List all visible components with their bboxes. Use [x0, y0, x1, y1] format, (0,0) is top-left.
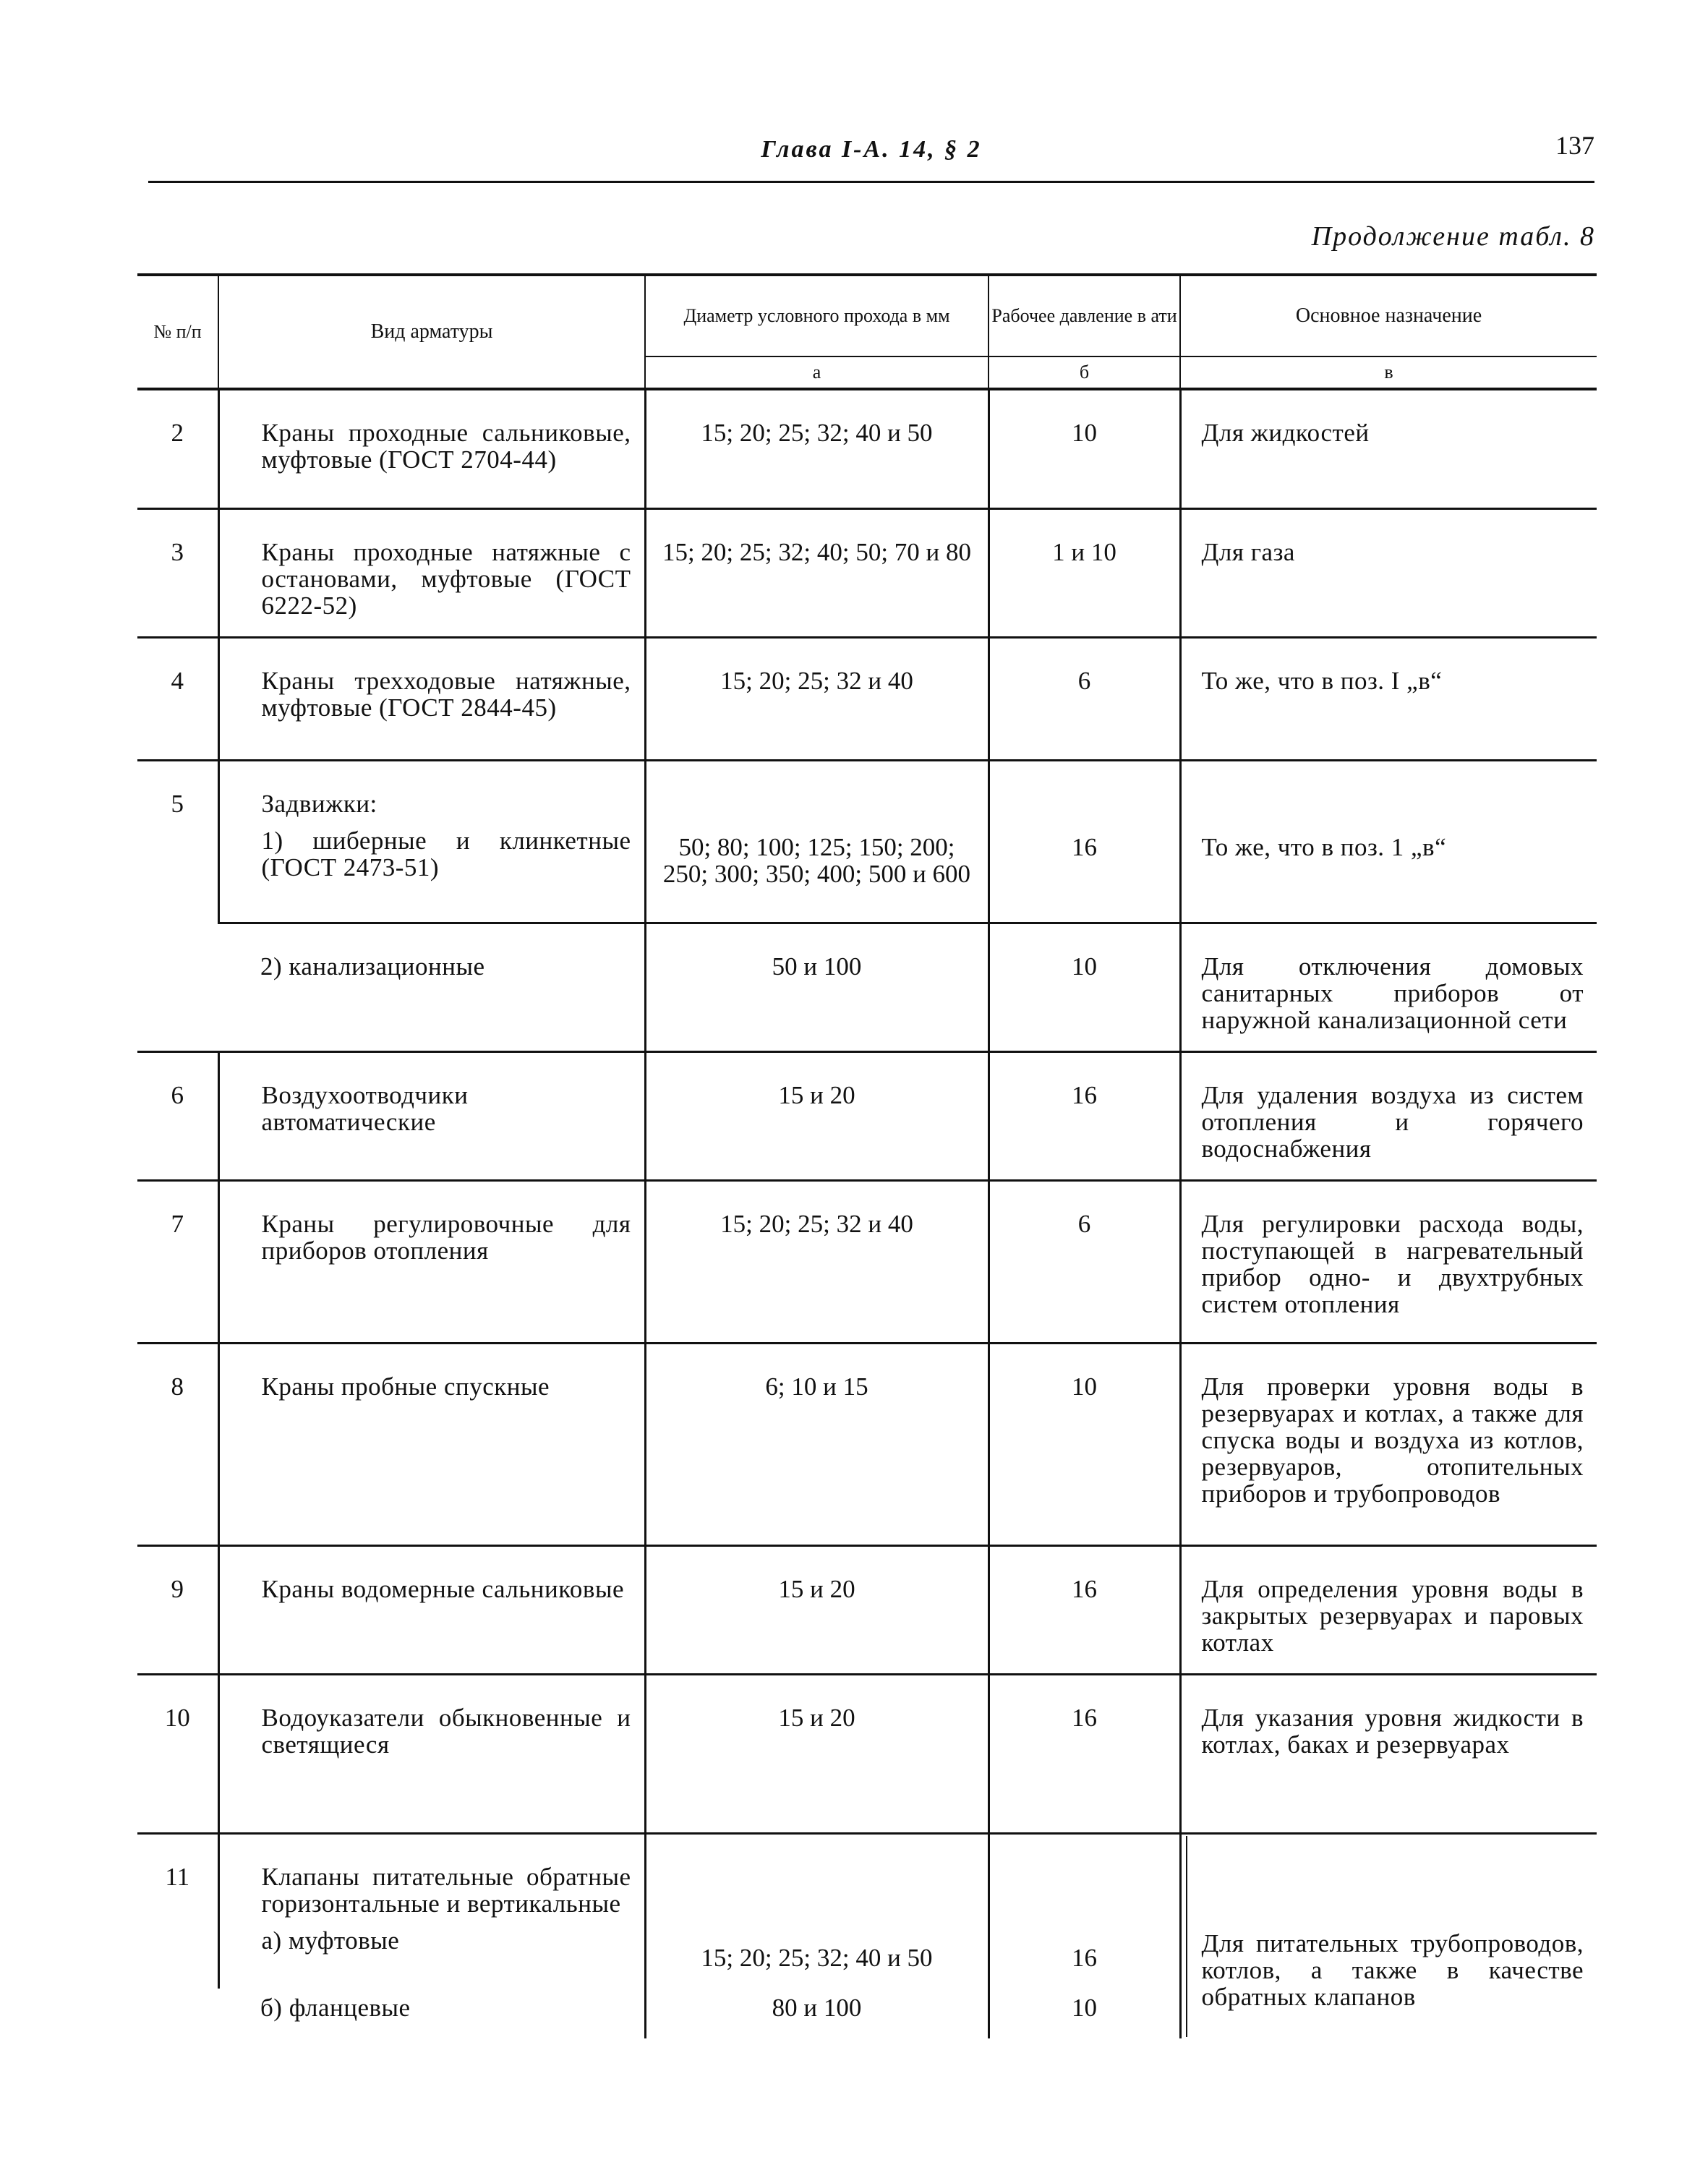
- fitting-name: Краны пробные спускные: [218, 1343, 645, 1545]
- sub-item-name: 2) канализационные: [218, 923, 645, 1051]
- diameter-values: 15; 20; 25; 32; 40 и 50: [645, 1833, 988, 1989]
- running-header: [148, 130, 1594, 181]
- col-header-purpose: Основное назначение: [1180, 275, 1597, 356]
- row-number: 8: [137, 1343, 218, 1545]
- fitting-name: Воздухоотводчики автоматические: [218, 1051, 645, 1180]
- diameter-values: 6; 10 и 15: [645, 1343, 988, 1545]
- diameter-values: 50; 80; 100; 125; 150; 200; 250; 300; 350; 400; 500 и 600: [645, 760, 988, 923]
- pressure-value: 6: [988, 1180, 1180, 1343]
- pressure-value: 16: [988, 1545, 1180, 1674]
- diameter-values: 15; 20; 25; 32 и 40: [645, 637, 988, 760]
- table-row: [137, 1343, 1597, 1545]
- diameter-values: 50 и 100: [645, 923, 988, 1051]
- table-row: [137, 1051, 1597, 1180]
- table-continuation-label: Продолжение табл. 8: [1311, 221, 1595, 252]
- table-row: [137, 508, 1597, 637]
- pressure-value: 16: [988, 760, 1180, 923]
- col-header-num: № п/п: [137, 275, 218, 389]
- table-row: [137, 1180, 1597, 1343]
- fitting-name: Краны проходные сальниковые, муфтовые (ГОСТ 2704-44): [218, 389, 645, 508]
- row-number: 11: [137, 1833, 218, 2038]
- diameter-values: 15; 20; 25; 32; 40; 50; 70 и 80: [645, 508, 988, 637]
- fitting-name: Краны водомерные сальниковые: [218, 1545, 645, 1674]
- fitting-name: Водоуказатели обыкновенные и светящиеся: [218, 1674, 645, 1833]
- fitting-name: Краны проходные натяжные с остановами, муфтовые (ГОСТ 6222-52): [218, 508, 645, 637]
- sub-item-name: а) муфтовые: [261, 1926, 400, 1955]
- row-number: 9: [137, 1545, 218, 1674]
- row-number: 10: [137, 1674, 218, 1833]
- fitting-name: Краны регулировочные для приборов отопления: [218, 1180, 645, 1343]
- sub-item-name: б) фланцевые: [260, 1993, 411, 2022]
- pressure-value: 10: [988, 1343, 1180, 1545]
- pressure-value: 6: [988, 637, 1180, 760]
- purpose-text: Для питательных трубопроводов, котлов, а также в качестве обратных клапанов: [1180, 1833, 1597, 2038]
- row-number: 3: [137, 508, 218, 637]
- col-header-diameter: Диаметр условного прохода в мм: [645, 275, 988, 356]
- group-title: Задвижки:: [261, 789, 377, 818]
- diameter-values: 80 и 100: [645, 1989, 988, 2038]
- col-header-type: Вид арматуры: [218, 275, 645, 389]
- col-letter-a: а: [645, 356, 988, 389]
- purpose-text: Для отключения домовых санитарных приборов от наружной канализационной сети: [1180, 923, 1597, 1051]
- pressure-value: 10: [988, 1989, 1180, 2038]
- row-number: 2: [137, 389, 218, 508]
- pressure-value: 16: [988, 1833, 1180, 1989]
- page-number: 137: [1555, 131, 1594, 160]
- fitting-name: [218, 760, 645, 923]
- purpose-text: То же, что в поз. I „в“: [1180, 637, 1597, 760]
- col-letter-b: б: [988, 356, 1180, 389]
- row-number: 6: [137, 1051, 218, 1180]
- col-header-pressure: Рабочее давление в ати: [988, 275, 1180, 356]
- fitting-name: [218, 1833, 645, 1989]
- group-title: Клапаны питательные обратные горизонтальные и вертикальные: [261, 1862, 631, 1918]
- table-row: [137, 1674, 1597, 1833]
- pressure-value: 10: [988, 389, 1180, 508]
- diameter-values: 15 и 20: [645, 1674, 988, 1833]
- pressure-value: 16: [988, 1674, 1180, 1833]
- table-row: [137, 389, 1597, 508]
- fitting-name: Краны трехходовые натяжные, муфтовые (ГОСТ 2844-45): [218, 637, 645, 760]
- table-row: [137, 1833, 1597, 1989]
- table-row: [137, 760, 1597, 923]
- fittings-table: [137, 273, 1597, 2038]
- purpose-text: Для жидкостей: [1180, 389, 1597, 508]
- sub-item-name: 1) шиберные и клинкетные (ГОСТ 2473-51): [261, 826, 631, 881]
- diameter-values: 15 и 20: [645, 1051, 988, 1180]
- row-number: 7: [137, 1180, 218, 1343]
- table-row: [137, 923, 1597, 1051]
- purpose-text: Для газа: [1180, 508, 1597, 637]
- purpose-text: Для указания уровня жидкости в котлах, баках и резервуарах: [1180, 1674, 1597, 1833]
- purpose-text: То же, что в поз. 1 „в“: [1180, 760, 1597, 923]
- purpose-text: Для определения уровня воды в закрытых резервуарах и паровых котлах: [1180, 1545, 1597, 1674]
- header-rule: [148, 181, 1594, 183]
- pressure-value: 10: [988, 923, 1180, 1051]
- diameter-values: 15 и 20: [645, 1545, 988, 1674]
- pressure-value: 16: [988, 1051, 1180, 1180]
- purpose-text: Для удаления воздуха из систем отопления и горячего водоснабжения: [1180, 1051, 1597, 1180]
- table-row: [137, 1545, 1597, 1674]
- row-number: 5: [137, 760, 218, 1051]
- diameter-values: 15; 20; 25; 32 и 40: [645, 1180, 988, 1343]
- pressure-value: 1 и 10: [988, 508, 1180, 637]
- purpose-text: Для проверки уровня воды в резервуарах и котлах, а также для спуска воды и воздуха из котлов, резервуаров, отопительных приборов и трубопроводов: [1180, 1343, 1597, 1545]
- diameter-values: 15; 20; 25; 32; 40 и 50: [645, 389, 988, 508]
- table-row: [137, 637, 1597, 760]
- col-letter-v: в: [1180, 356, 1597, 389]
- purpose-text: Для регулировки расхода воды, поступающей в нагревательный прибор одно- и двухтрубных систем отопления: [1180, 1180, 1597, 1343]
- row-number: 4: [137, 637, 218, 760]
- chapter-title: Глава I-А. 14, § 2: [761, 136, 982, 163]
